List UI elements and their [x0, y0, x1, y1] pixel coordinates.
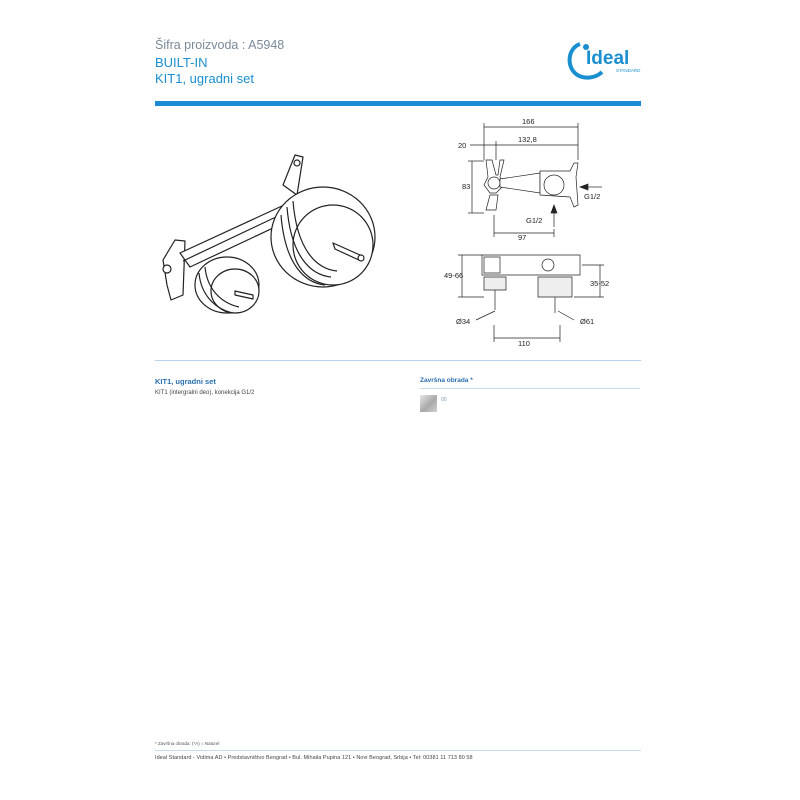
- dim-132-8: 132,8: [518, 135, 537, 144]
- details-description: KIT1 (intergralni deo), konekcija G1/2: [155, 390, 255, 396]
- footer-divider: [155, 750, 641, 751]
- dim-83: 83: [462, 182, 471, 191]
- finish-title: Završna obrada *: [420, 377, 473, 384]
- product-code: Šifra proizvoda : A5948: [155, 38, 285, 52]
- technical-drawing: [440, 115, 640, 350]
- dim-97: 97: [518, 233, 527, 242]
- footer-address: Ideal Standard - Vidima AD • Predstavništvo Beograd • Bul. Mihaila Pupina 121 • Novi Beograd, Srbija • Tel: 00381 11 713 80 58: [155, 755, 473, 761]
- dim-d61: Ø61: [580, 317, 595, 326]
- product-name: KIT1, ugradni set: [155, 71, 254, 86]
- details-title: KIT1, ugradni set: [155, 377, 216, 386]
- dim-g12-bottom: G1/2: [526, 216, 543, 225]
- dim-20: 20: [458, 141, 467, 150]
- finish-divider: [420, 388, 640, 389]
- finish-swatch-label: 00: [441, 397, 447, 403]
- dim-166: 166: [522, 117, 535, 126]
- content-divider: [155, 360, 641, 361]
- header-divider: [155, 101, 641, 106]
- ideal-standard-logo: [566, 36, 646, 84]
- product-illustration: [155, 145, 380, 330]
- finish-swatch: [420, 395, 437, 412]
- dim-35-52: 35-52: [590, 279, 610, 288]
- dim-g12-right: G1/2: [584, 192, 601, 201]
- dim-d34: Ø34: [456, 317, 471, 326]
- product-category: BUILT-IN: [155, 55, 208, 70]
- logo-sub: STANDARD: [616, 68, 641, 73]
- footer-note: * Završna obrada: (*A) = Naturel: [155, 741, 220, 746]
- dim-110: 110: [518, 339, 530, 348]
- dim-49-66: 49-66: [444, 271, 464, 280]
- logo-brand: Ideal: [586, 48, 630, 69]
